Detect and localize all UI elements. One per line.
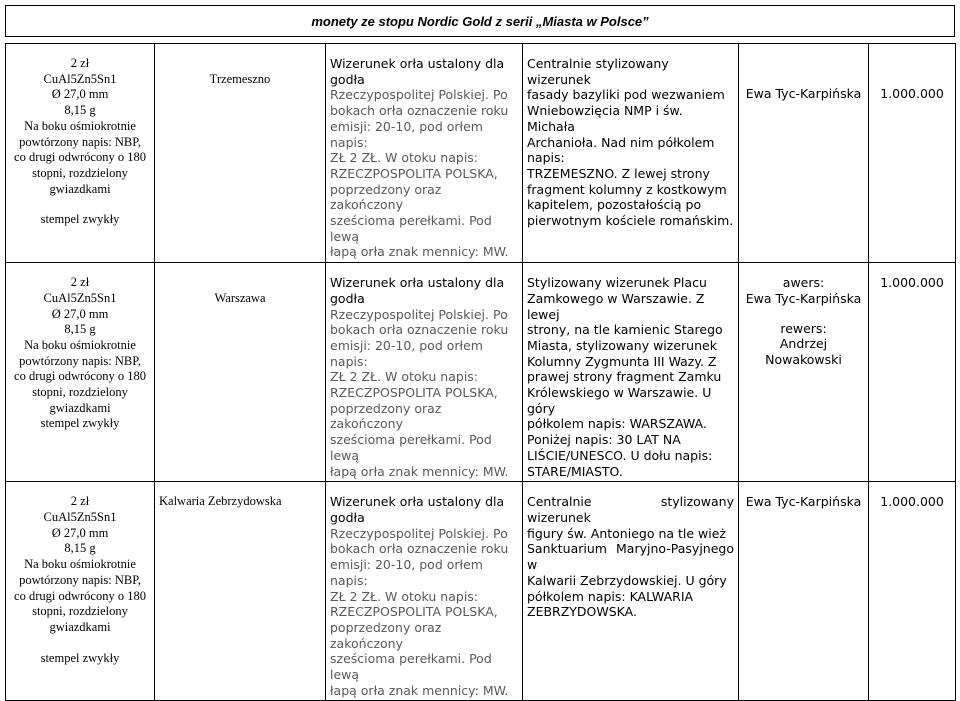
spec-cell	[6, 482, 155, 701]
obverse-line: emisji: 20-10, pod orłem napis:	[330, 118, 483, 150]
obverse-line: Rzeczypospolitej Polskiej. Po	[330, 87, 508, 103]
obverse-author-name: Ewa Tyc-Karpińska	[745, 290, 862, 306]
reverse-line: Miasta, stylizowany wizerunek	[527, 337, 717, 353]
reverse-line: pierwotnym kościele romańskim.	[527, 213, 734, 229]
table-row	[6, 263, 956, 482]
spec-line: powtórzony napis: NBP,	[19, 353, 141, 368]
obverse-line: ZŁ 2 ZŁ. W otoku napis:	[330, 369, 479, 385]
stamp-label: stempel zwykły	[40, 212, 120, 227]
author-cell	[739, 482, 869, 701]
spec-line: gwiazdkami	[49, 619, 111, 634]
author-name: Ewa Tyc-Karpińska	[745, 86, 862, 101]
spec-line: Ø 27,0 mm	[51, 87, 109, 102]
reverse-line: fragment kolumny z kostkowym	[527, 181, 727, 197]
reverse-line: Wniebowzięcia NMP i św. Michała	[527, 103, 683, 134]
stamp-label: stempel zwykły	[40, 650, 120, 665]
obverse-line: bokach orła oznaczenie roku	[330, 322, 509, 338]
spec-line: stopni, rozdzielony	[32, 165, 128, 180]
obverse-line: ZŁ 2 ZŁ. W otoku napis:	[330, 588, 479, 604]
reverse-description	[523, 44, 739, 263]
obverse-author-label: awers:	[782, 275, 825, 291]
reverse-line: Sanktuarium Maryjno-Pasyjnego w	[527, 541, 734, 573]
reverse-line: ZEBRZYDOWSKA.	[527, 604, 637, 620]
spec-line: 2 zł	[70, 275, 90, 290]
reverse-line: Centralnie stylizowany wizerunek	[527, 494, 734, 525]
city-name-text: Trzemeszno	[209, 72, 271, 86]
spec-line: co drugi odwrócony o 180	[14, 369, 146, 384]
mintage-value: 1.000.000	[880, 86, 944, 101]
spec-line: stopni, rozdzielony	[32, 385, 128, 400]
spec-line: CuAl5Zn5Sn1	[43, 290, 117, 305]
obverse-line: ZŁ 2 ZŁ. W otoku napis:	[330, 150, 479, 166]
spec-line: 2 zł	[70, 494, 90, 509]
spec-cell	[6, 44, 155, 263]
reverse-author-name: Andrzej Nowakowski	[765, 336, 842, 367]
spec-line: Na boku ośmiokrotnie	[24, 118, 136, 133]
reverse-line: Królewskiego w Warszawie. U góry	[527, 385, 712, 416]
spec-line: co drugi odwrócony o 180	[14, 150, 146, 165]
reverse-author-label: rewers:	[780, 320, 827, 336]
spec-line: Na boku ośmiokrotnie	[24, 557, 136, 572]
reverse-line: półkolem napis: KALWARIA	[527, 588, 694, 604]
table-row	[6, 44, 956, 263]
author-name: Ewa Tyc-Karpińska	[745, 494, 862, 510]
reverse-line: kapitelem, pozostałością po	[527, 197, 702, 213]
page-title: monety ze stopu Nordic Gold z serii „Miasta w Polsce”	[5, 5, 955, 37]
spec-line: Na boku ośmiokrotnie	[24, 337, 136, 352]
spec-line: powtórzony napis: NBP,	[19, 134, 141, 149]
obverse-line: Wizerunek orła ustalony dla godła	[330, 275, 505, 306]
city-name	[155, 44, 326, 263]
spec-line: 8,15 g	[64, 103, 96, 118]
reverse-line: Zamkowego w Warszawie. Z lewej	[527, 290, 705, 322]
reverse-line: fasady bazyliki pod wezwaniem	[527, 87, 725, 103]
obverse-line: poprzedzony oraz zakończony	[330, 619, 442, 651]
obverse-line: łapą orła znak mennicy: MW.	[330, 682, 509, 698]
obverse-line: RZECZPOSPOLITA POLSKA,	[330, 165, 498, 181]
obverse-line: Wizerunek orła ustalony dla godła	[330, 494, 505, 525]
obverse-description	[326, 44, 523, 263]
obverse-line: emisji: 20-10, pod orłem napis:	[330, 557, 483, 588]
spec-line: Ø 27,0 mm	[51, 525, 109, 540]
spec-line: 2 zł	[70, 56, 90, 70]
reverse-line: prawej strony fragment Zamku	[527, 369, 722, 385]
reverse-line: Archanioła. Nad nim półkolem napis:	[527, 134, 715, 166]
author-cell	[739, 263, 869, 482]
spec-line: Ø 27,0 mm	[51, 306, 109, 321]
coins-table	[5, 43, 956, 701]
obverse-line: łapą orła znak mennicy: MW.	[330, 463, 509, 479]
reverse-line: Kolumny Zygmunta III Wazy. Z	[527, 353, 717, 369]
obverse-line: bokach orła oznaczenie roku	[330, 103, 509, 119]
stamp-label: stempel zwykły	[40, 416, 120, 431]
spec-cell	[6, 263, 155, 482]
reverse-line: Centralnie stylizowany wizerunek	[527, 56, 669, 87]
obverse-line: Rzeczypospolitej Polskiej. Po	[330, 306, 508, 322]
mintage-cell	[869, 44, 956, 263]
obverse-line: RZECZPOSPOLITA POLSKA,	[330, 385, 498, 401]
obverse-line: poprzedzony oraz zakończony	[330, 181, 442, 213]
spec-line: CuAl5Zn5Sn1	[43, 71, 117, 86]
obverse-description	[326, 482, 523, 701]
reverse-line: strony, na tle kamienic Starego	[527, 322, 723, 338]
spec-line: CuAl5Zn5Sn1	[43, 509, 117, 524]
mintage-value: 1.000.000	[880, 275, 944, 291]
reverse-description	[523, 263, 739, 482]
mintage-value: 1.000.000	[880, 494, 944, 510]
obverse-line: sześcioma perełkami. Pod lewą	[330, 651, 492, 683]
obverse-line: poprzedzony oraz zakończony	[330, 400, 442, 432]
city-name-text: Kalwaria Zebrzydowska	[159, 494, 282, 509]
obverse-line: RZECZPOSPOLITA POLSKA,	[330, 604, 498, 620]
spec-line: 8,15 g	[64, 541, 96, 556]
reverse-description	[523, 482, 739, 701]
obverse-line: bokach orła oznaczenie roku	[330, 541, 509, 557]
reverse-line: Kalwarii Zebrzydowskiej. U góry	[527, 572, 727, 588]
spec-line: gwiazdkami	[49, 400, 111, 415]
obverse-line: emisji: 20-10, pod orłem napis:	[330, 337, 483, 369]
mintage-cell	[869, 482, 956, 701]
city-name-text: Warszawa	[214, 291, 266, 306]
reverse-line: półkolem napis: WARSZAWA.	[527, 416, 707, 432]
spec-line: stopni, rozdzielony	[32, 604, 128, 619]
author-cell	[739, 44, 869, 263]
reverse-line: Poniżej napis: 30 LAT NA	[527, 432, 681, 448]
city-name	[155, 482, 326, 701]
obverse-line: sześcioma perełkami. Pod lewą	[330, 213, 492, 244]
spec-line: gwiazdkami	[49, 181, 111, 196]
spec-line: powtórzony napis: NBP,	[19, 572, 141, 587]
mintage-cell	[869, 263, 956, 482]
reverse-line: LIŚCIE/UNESCO. U dołu napis:	[527, 447, 713, 463]
spec-line: 8,15 g	[64, 322, 96, 337]
obverse-line: łapą orła znak mennicy: MW.	[330, 244, 509, 260]
obverse-line: Rzeczypospolitej Polskiej. Po	[330, 525, 508, 541]
spec-line: co drugi odwrócony o 180	[14, 588, 146, 603]
reverse-line: STARE/MIASTO.	[527, 463, 623, 479]
reverse-line: figury św. Antoniego na tle wież	[527, 525, 726, 541]
reverse-line: TRZEMESZNO. Z lewej strony	[527, 165, 710, 181]
obverse-line: Wizerunek orła ustalony dla godła	[330, 56, 505, 87]
obverse-line: sześcioma perełkami. Pod lewą	[330, 432, 492, 463]
city-name	[155, 263, 326, 482]
table-row	[6, 482, 956, 701]
obverse-description	[326, 263, 523, 482]
reverse-line: Stylizowany wizerunek Placu	[527, 275, 707, 291]
